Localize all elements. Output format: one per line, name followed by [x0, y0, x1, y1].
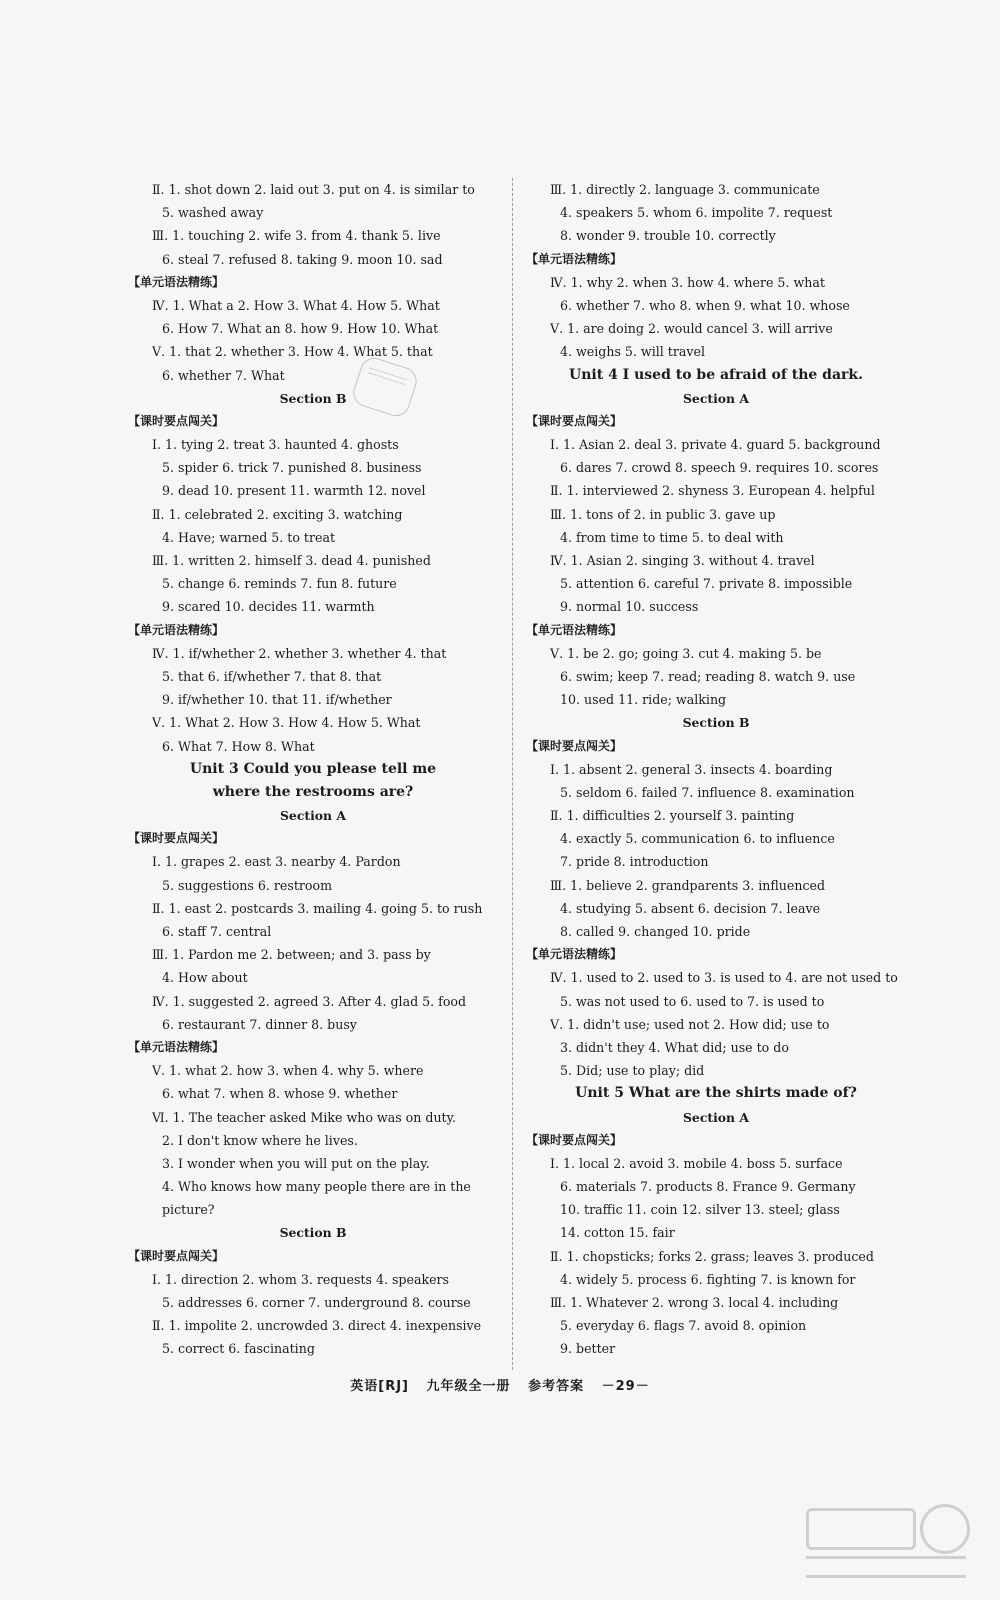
answer-line: 9. dead 10. present 11. warmth 12. novel: [162, 483, 426, 499]
section-heading: Section B: [279, 390, 347, 406]
answer-line: Ⅱ. 1. chopsticks; forks 2. grass; leaves 3. produced: [550, 1248, 874, 1264]
answer-line: Ⅳ. 1. used to 2. used to 3. is used to 4. are not used to: [550, 970, 898, 986]
answer-line: Ⅴ. 1. didn't use; used not 2. How did; use to: [550, 1016, 830, 1032]
exercise-tag: 【课时要点闯关】: [128, 831, 225, 846]
answer-line: 5. suggestions 6. restroom: [162, 877, 333, 893]
answer-line: Ⅴ. 1. are doing 2. would cancel 3. will arrive: [550, 321, 833, 337]
answer-line: Ⅲ. 1. Whatever 2. wrong 3. local 4. including: [550, 1295, 839, 1310]
answer-line: 5. attention 6. careful 7. private 8. impossible: [560, 576, 853, 592]
answer-line: 4. Have; warned 5. to treat: [162, 529, 336, 545]
answer-line: Ⅴ. 1. that 2. whether 3. How 4. What 5. that: [152, 344, 433, 360]
answer-line: Ⅱ. 1. interviewed 2. shyness 3. European 4. helpful: [550, 483, 875, 499]
exercise-tag: 【课时要点闯关】: [128, 413, 225, 428]
answer-line: 4. studying 5. absent 6. decision 7. leave: [560, 900, 821, 916]
answer-line: 5. change 6. reminds 7. fun 8. future: [162, 576, 397, 592]
column-divider: [512, 178, 513, 1370]
left-column: [128, 178, 498, 1361]
answer-line: 4. Who knows how many people there are in the: [162, 1179, 471, 1195]
exercise-tag: 【单元语法精练】: [128, 1039, 225, 1054]
answer-line: Ⅱ. 1. east 2. postcards 3. mailing 4. going 5. to rush: [152, 900, 483, 916]
answer-line: picture?: [162, 1202, 215, 1218]
answer-line: Ⅳ. 1. What a 2. How 3. What 4. How 5. What: [152, 297, 440, 313]
answer-line: Ⅰ. 1. tying 2. treat 3. haunted 4. ghosts: [152, 437, 399, 453]
answer-line: Ⅲ. 1. written 2. himself 3. dead 4. punished: [152, 553, 431, 568]
exercise-tag: 【单元语法精练】: [128, 274, 225, 289]
answer-line: Ⅱ. 1. difficulties 2. yourself 3. painting: [550, 808, 795, 824]
answer-line: Ⅲ. 1. touching 2. wife 3. from 4. thank 5. live: [152, 228, 441, 244]
footer-page-number: －29－: [601, 1379, 650, 1394]
answer-line: 6. steal 7. refused 8. taking 9. moon 10. sad: [162, 251, 443, 267]
exercise-tag: 【单元语法精练】: [128, 622, 225, 637]
answer-line: 6. How 7. What an 8. how 9. How 10. What: [162, 321, 439, 337]
answer-line: 5. washed away: [162, 205, 264, 221]
answer-line: 4. widely 5. process 6. fighting 7. is known for: [560, 1271, 856, 1287]
answer-line: 8. wonder 9. trouble 10. correctly: [560, 228, 776, 244]
footer-subject: 英语[RJ]: [350, 1379, 409, 1394]
answer-line: 6. whether 7. What: [162, 367, 285, 383]
answer-line: 5. seldom 6. failed 7. influence 8. examination: [560, 784, 855, 800]
answer-line: Ⅴ. 1. be 2. go; going 3. cut 4. making 5. be: [550, 645, 822, 661]
answer-line: 6. what 7. when 8. whose 9. whether: [162, 1086, 398, 1102]
answer-line: Ⅰ. 1. Asian 2. deal 3. private 4. guard 5. background: [550, 437, 881, 453]
answer-line: 5. that 6. if/whether 7. that 8. that: [162, 668, 382, 684]
answer-line: Ⅱ. 1. celebrated 2. exciting 3. watching: [152, 506, 403, 522]
answer-line: Ⅵ. 1. The teacher asked Mike who was on duty.: [152, 1109, 457, 1125]
section-heading: Section A: [682, 1109, 749, 1125]
answer-line: 14. cotton 15. fair: [560, 1225, 675, 1241]
exercise-tag: 【课时要点闯关】: [128, 1248, 225, 1263]
exercise-tag: 【单元语法精练】: [526, 622, 623, 637]
answer-line: 6. restaurant 7. dinner 8. busy: [162, 1016, 357, 1032]
answer-line: 4. exactly 5. communication 6. to influence: [560, 831, 835, 847]
answer-line: Ⅲ. 1. believe 2. grandparents 3. influenced: [550, 877, 826, 893]
answer-line: 9. normal 10. success: [560, 599, 699, 615]
answer-line: 6. staff 7. central: [162, 924, 272, 939]
unit-heading: Unit 3 Could you please tell me: [189, 760, 437, 777]
answer-line: Ⅲ. 1. tons of 2. in public 3. gave up: [550, 506, 776, 522]
answer-line: 10. used 11. ride; walking: [560, 692, 727, 708]
answer-line: 4. speakers 5. whom 6. impolite 7. request: [560, 205, 833, 221]
answer-line: 5. spider 6. trick 7. punished 8. business: [162, 460, 422, 476]
section-heading: Section A: [682, 390, 749, 406]
right-column: [526, 178, 906, 1361]
exercise-tag: 【课时要点闯关】: [526, 1132, 623, 1147]
answer-line: Ⅰ. 1. grapes 2. east 3. nearby 4. Pardon: [152, 854, 401, 870]
answer-line: 8. called 9. changed 10. pride: [560, 924, 751, 939]
section-heading: Section B: [682, 715, 750, 731]
answer-line: 5. Did; use to play; did: [560, 1063, 705, 1079]
footer-label: 参考答案: [528, 1379, 585, 1394]
answer-line: 2. I don't know where he lives.: [162, 1132, 358, 1148]
answer-line: Ⅳ. 1. Asian 2. singing 3. without 4. travel: [550, 553, 815, 568]
answer-line: 6. whether 7. who 8. when 9. what 10. whose: [560, 297, 850, 313]
unit-heading: Unit 5 What are the shirts made of?: [575, 1085, 857, 1102]
answer-line: 3. I wonder when you will put on the play.: [162, 1155, 430, 1171]
answer-line: 9. better: [560, 1341, 616, 1357]
page-footer: [0, 1375, 1000, 1394]
answer-line: Ⅳ. 1. why 2. when 3. how 4. where 5. what: [550, 274, 825, 290]
answer-line: 6. What 7. How 8. What: [162, 738, 315, 754]
answer-line: 5. addresses 6. corner 7. underground 8. course: [162, 1295, 471, 1310]
section-heading: Section A: [279, 808, 346, 824]
answer-line: 9. if/whether 10. that 11. if/whether: [162, 692, 392, 708]
answer-line: Ⅰ. 1. local 2. avoid 3. mobile 4. boss 5. surface: [550, 1155, 843, 1171]
answer-line: Ⅰ. 1. absent 2. general 3. insects 4. boarding: [550, 761, 833, 777]
answer-line: 6. materials 7. products 8. France 9. Germany: [560, 1179, 856, 1195]
answer-line: Ⅳ. 1. suggested 2. agreed 3. After 4. glad 5. food: [152, 993, 467, 1009]
exercise-tag: 【单元语法精练】: [526, 251, 623, 266]
watermark-logo: [800, 1500, 980, 1580]
unit-heading: where the restrooms are?: [212, 783, 414, 800]
answer-line: Ⅱ. 1. impolite 2. uncrowded 3. direct 4. inexpensive: [152, 1318, 482, 1334]
answer-line: Ⅳ. 1. if/whether 2. whether 3. whether 4. that: [152, 645, 447, 661]
answer-line: Ⅱ. 1. shot down 2. laid out 3. put on 4. is similar to: [152, 182, 475, 197]
answer-line: 3. didn't they 4. What did; use to do: [560, 1039, 789, 1055]
answer-line: Ⅴ. 1. what 2. how 3. when 4. why 5. where: [152, 1063, 424, 1079]
answer-line: 6. swim; keep 7. read; reading 8. watch 9. use: [560, 668, 856, 684]
answer-line: Ⅲ. 1. Pardon me 2. between; and 3. pass by: [152, 947, 431, 963]
section-heading: Section B: [279, 1225, 347, 1241]
footer-grade: 九年级全一册: [426, 1379, 511, 1394]
answer-line: Ⅴ. 1. What 2. How 3. How 4. How 5. What: [152, 715, 421, 731]
answer-line: Ⅲ. 1. directly 2. language 3. communicate: [550, 182, 820, 197]
exercise-tag: 【课时要点闯关】: [526, 738, 623, 753]
answer-line: 6. dares 7. crowd 8. speech 9. requires 10. scores: [560, 460, 879, 476]
answer-line: 10. traffic 11. coin 12. silver 13. steel; glass: [560, 1202, 840, 1218]
exercise-tag: 【课时要点闯关】: [526, 413, 623, 428]
exercise-tag: 【单元语法精练】: [526, 947, 623, 962]
answer-line: 4. How about: [162, 970, 248, 986]
answer-line: 5. correct 6. fascinating: [162, 1341, 315, 1357]
answer-line: 5. everyday 6. flags 7. avoid 8. opinion: [560, 1318, 807, 1334]
answer-line: Ⅰ. 1. direction 2. whom 3. requests 4. speakers: [152, 1271, 450, 1287]
answer-line: 9. scared 10. decides 11. warmth: [162, 599, 375, 615]
answer-line: 4. from time to time 5. to deal with: [560, 529, 784, 545]
unit-heading: Unit 4 I used to be afraid of the dark.: [569, 366, 863, 383]
answer-line: 7. pride 8. introduction: [560, 854, 709, 870]
answer-line: 4. weighs 5. will travel: [560, 344, 705, 360]
answer-line: 5. was not used to 6. used to 7. is used to: [560, 993, 825, 1009]
